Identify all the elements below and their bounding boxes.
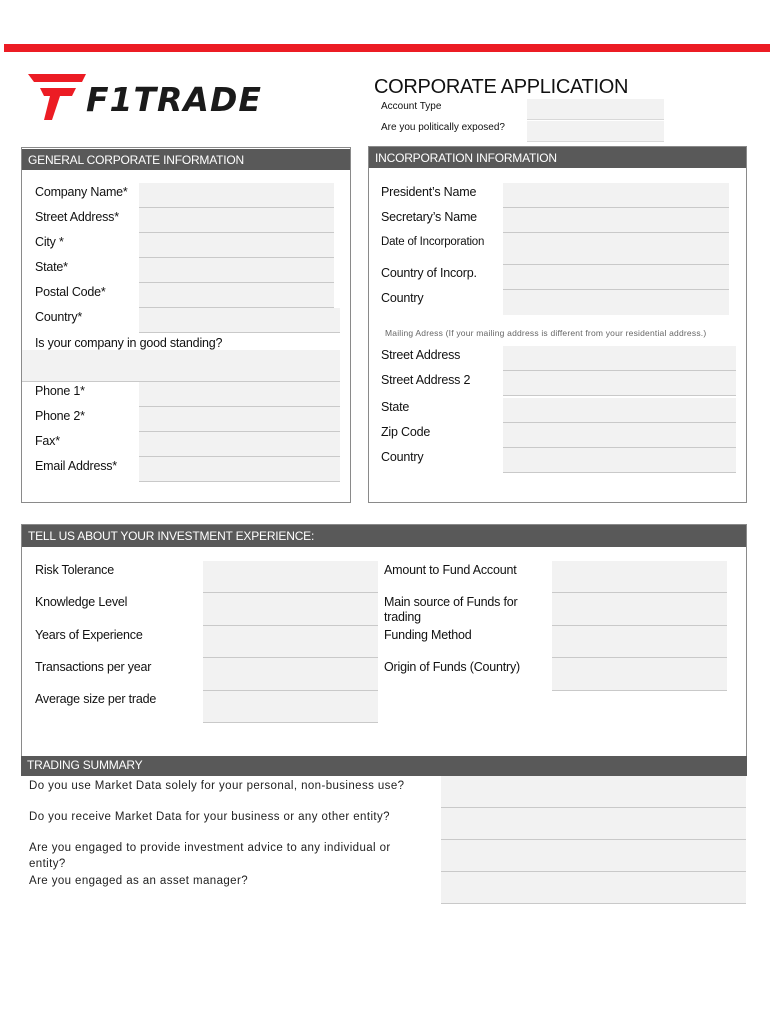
question-personal-use: Do you use Market Data solely for your personal, non-business use? [29,780,405,792]
country-incorp-field[interactable] [503,265,729,290]
general-info-heading: GENERAL CORPORATE INFORMATION [22,149,350,170]
country-field[interactable] [139,308,340,333]
mail-state-label: State [381,400,410,414]
question-business-use: Do you receive Market Data for your business or any other entity? [29,811,390,823]
source-funds-label: Main source of Funds for trading [384,595,518,624]
funding-method-field[interactable] [552,626,727,658]
postal-code-label: Postal Code* [35,285,106,299]
answer-personal-use-field[interactable] [441,776,746,808]
company-name-field[interactable] [139,183,334,208]
logo-mark-icon [26,70,88,122]
mail-zip-label: Zip Code [381,425,431,439]
mail-street-field[interactable] [503,346,736,371]
phone1-label: Phone 1* [35,384,85,398]
logo-wordmark: F1TRADE [86,80,262,119]
answer-investment-advice-field[interactable] [441,840,746,872]
country-label: Country* [35,310,83,324]
phone2-field[interactable] [139,407,340,432]
secretary-field[interactable] [503,208,729,233]
politically-exposed-label: Are you politically exposed? [381,122,505,133]
company-name-label: Company Name* [35,185,128,199]
mailing-address-note: Mailing Adress (If your mailing address is different from your residential address.) [385,328,707,338]
origin-funds-label: Origin of Funds (Country) [384,660,521,674]
knowledge-level-label: Knowledge Level [35,595,128,609]
secretary-label: Secretary’s Name [381,210,477,224]
funding-method-label: Funding Method [384,628,472,642]
state-field[interactable] [139,258,334,283]
politically-exposed-field[interactable] [527,121,664,142]
good-standing-label: Is your company in good standing? [35,336,223,350]
years-experience-label: Years of Experience [35,628,143,642]
f1trade-logo [26,70,276,122]
mail-zip-field[interactable] [503,423,736,448]
question-investment-advice: Are you engaged to provide investment advice to any individual or entity? [29,842,391,870]
street-address-field[interactable] [139,208,334,233]
president-field[interactable] [503,183,729,208]
question-asset-manager: Are you engaged as an asset manager? [29,875,248,887]
fax-field[interactable] [139,432,340,457]
mail-country-field[interactable] [503,448,736,473]
source-funds-field[interactable] [552,593,727,626]
incorp-country-field[interactable] [503,290,729,315]
incorporation-date-label: Date of Incorporation [381,236,485,248]
answer-asset-manager-field[interactable] [441,872,746,904]
transactions-field[interactable] [203,658,378,691]
city-field[interactable] [139,233,334,258]
mail-street2-field[interactable] [503,371,736,396]
years-experience-field[interactable] [203,626,378,658]
mail-state-field[interactable] [503,398,736,423]
knowledge-level-field[interactable] [203,593,378,626]
mail-country-label: Country [381,450,424,464]
average-size-field[interactable] [203,691,378,723]
origin-funds-field[interactable] [552,658,727,691]
header-accent-bar [4,44,770,52]
postal-code-field[interactable] [139,283,334,308]
state-label: State* [35,260,68,274]
good-standing-field[interactable] [22,350,340,382]
city-label: City * [35,235,64,249]
mail-street2-label: Street Address 2 [381,373,471,387]
account-type-field[interactable] [527,99,664,120]
email-label: Email Address* [35,459,117,473]
trading-summary-heading: TRADING SUMMARY [21,756,747,776]
average-size-label: Average size per trade [35,692,157,706]
street-address-label: Street Address* [35,210,119,224]
fax-label: Fax* [35,434,60,448]
risk-tolerance-field[interactable] [203,561,378,593]
mail-street-label: Street Address [381,348,461,362]
answer-business-use-field[interactable] [441,808,746,840]
country-incorp-label: Country of Incorp. [381,266,477,280]
amount-fund-field[interactable] [552,561,727,593]
incorp-country-label: Country [381,291,424,305]
email-field[interactable] [139,457,340,482]
amount-fund-label: Amount to Fund Account [384,563,517,577]
phone2-label: Phone 2* [35,409,85,423]
phone1-field[interactable] [139,382,340,407]
document-title: CORPORATE APPLICATION [374,76,629,98]
incorporation-date-field[interactable] [503,233,729,265]
risk-tolerance-label: Risk Tolerance [35,563,114,577]
transactions-label: Transactions per year [35,660,152,674]
account-type-label: Account Type [381,101,442,112]
incorporation-heading: INCORPORATION INFORMATION [369,147,746,168]
investment-experience-heading: TELL US ABOUT YOUR INVESTMENT EXPERIENCE: [22,525,746,547]
president-label: President’s Name [381,185,477,199]
